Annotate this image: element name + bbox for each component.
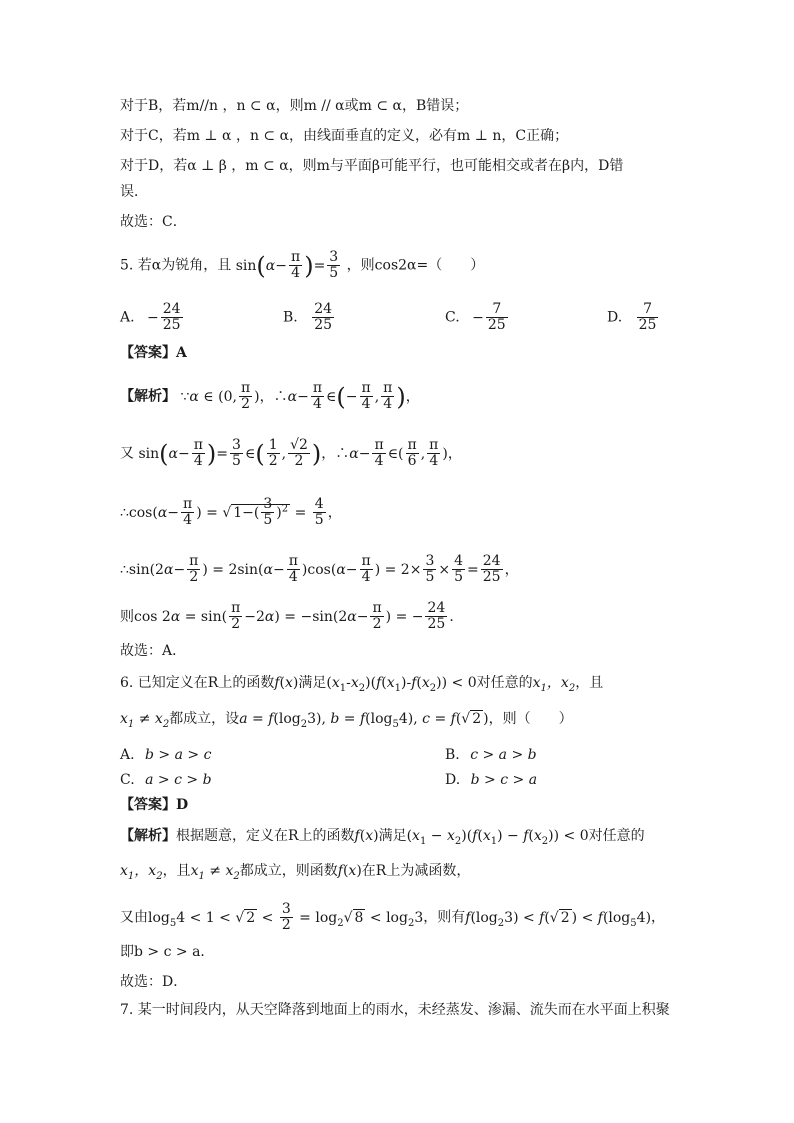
text-line: 误． bbox=[120, 184, 148, 200]
question-text: 且 bbox=[589, 675, 604, 691]
formula: ∴sin(2α− $\frac{\pi}{2}$ ) = 2sin(α− $\frac{\pi}{4}$ )cos(α− $\frac{\pi}{4}$ ) = 2× $\frac{3}{5}$ × $\frac{4}{5}$ = $\frac{24}{25}$ ， bbox=[120, 553, 519, 585]
text: ，且 bbox=[162, 863, 191, 879]
option-c bbox=[120, 770, 212, 790]
formula: f bbox=[274, 675, 280, 691]
question-text: ，则（ ） bbox=[488, 711, 573, 727]
option-text: b > c > a bbox=[470, 772, 538, 788]
formula: ∴cos(α− $\frac{\pi}{4}$ ) = √ 1−( $\frac{3}{5}$ )$^2$ = $\frac{4}{5}$ ， bbox=[120, 496, 342, 528]
formula: $x_1 \ne x_2$ bbox=[120, 711, 170, 730]
option-label: D. bbox=[607, 309, 627, 326]
option-d bbox=[607, 302, 660, 333]
option-label: B. bbox=[283, 309, 303, 326]
question-6-cont bbox=[120, 709, 676, 735]
option-text: b > a > c bbox=[145, 747, 212, 763]
formula: $f(\log_23) < f(√$ 2 ) < $f(\log_54)$ bbox=[465, 909, 652, 929]
text: 满足 bbox=[378, 828, 407, 844]
text: 又由 bbox=[120, 909, 148, 926]
option-c bbox=[445, 302, 510, 333]
question-5 bbox=[120, 250, 676, 281]
text-line: 对于D，若α ⊥ β ，m ⊂ α，则m与平面β可能平行，也可能相交或者在β内，D错 bbox=[120, 158, 624, 174]
option-a bbox=[120, 745, 211, 765]
text: 对任意的 bbox=[588, 828, 645, 844]
text-line: 对于C，若m ⊥ α ，n ⊂ α，由线面垂直的定义，必有m ⊥ n，C正确； bbox=[120, 128, 569, 144]
solution-line bbox=[120, 601, 676, 632]
question-6: 6. 已知定义在R上的函数f(x)满足$(x_1-x_2)(f(x_1)-f(x_2)) < 0$对任意的$x_1$，$x_2$，且 bbox=[120, 675, 604, 694]
text: ，则有 bbox=[423, 909, 466, 926]
option-d bbox=[445, 770, 537, 790]
text-line: 故选：D． bbox=[120, 974, 188, 990]
solution-line bbox=[120, 381, 676, 412]
formula: $a = f(\log_23)$, $b = f(\log_54)$, c = f(√ 2 ) bbox=[239, 711, 489, 730]
text-line: 故选：A． bbox=[120, 643, 187, 659]
option-fraction: $\frac{24}{25}$ bbox=[314, 301, 333, 333]
question-text: 都成立，设 bbox=[169, 711, 240, 727]
option-label: D. bbox=[445, 772, 465, 788]
formula: ∵α ∈ (0, $\frac{\pi}{2}$ )，∴α− $\frac{\pi}{4}$ ∈(− $\frac{\pi}{4}$ , $\frac{\pi}{4}$ )， bbox=[180, 380, 420, 412]
question-text: 6. 已知定义在R上的函数 bbox=[120, 675, 275, 691]
option-label: B. bbox=[445, 747, 465, 763]
formula: sin(α− $\frac{\pi}{4}$ )= $\frac{3}{5}$ ∈( $\frac{1}{2}$ , $\frac{√2}{2}$ )，∴α− $\frac{\pi}{4}$ ∈( $\frac{\pi}{6}$ , $\frac{\pi}{4}$ )， bbox=[138, 437, 462, 469]
formula: $x_1 \ne x_2$ bbox=[190, 863, 240, 882]
option-fraction: $\frac{24}{25}$ bbox=[162, 301, 181, 333]
solution-line: 【解析】根据题意，定义在R上的函数f(x)满足$(x_1 - x_2)(f(x_1) - f(x_2)) < 0$对任意的 bbox=[120, 828, 645, 847]
option-sign: − bbox=[147, 309, 159, 326]
text-line: 即b > c > a． bbox=[120, 944, 215, 960]
solution-label: 【解析】 bbox=[120, 388, 176, 405]
solution-line bbox=[120, 438, 676, 469]
option-text: a > c > b bbox=[145, 772, 212, 788]
option-fraction: $\frac{7}{25}$ bbox=[487, 301, 506, 333]
formula: 则cos 2α = sin( $\frac{\pi}{2}$ −2α) = −sin(2α− $\frac{\pi}{2}$ ) = − $\frac{24}{25}$ ． bbox=[120, 600, 464, 632]
question-text: 5. 若α为锐角，且 bbox=[120, 257, 232, 274]
answer-label: 【答案】D bbox=[120, 797, 189, 813]
question-text: 满足 bbox=[298, 675, 327, 691]
text-line: 故选：C． bbox=[120, 214, 187, 230]
text: 又 bbox=[120, 445, 134, 462]
option-b bbox=[283, 302, 336, 333]
text-line: 对于B，若m//n ，n ⊂ α，则m // α或m ⊂ α，B错误； bbox=[120, 98, 469, 114]
option-label: C. bbox=[120, 772, 140, 788]
formula: $\log_54 < 1$ < √ 2 < $\frac{3}{2}$ = $\log_2√$ $8 < \log_23$ bbox=[148, 901, 424, 933]
option-a bbox=[120, 302, 185, 333]
text: 在R上为减函数， bbox=[361, 863, 471, 879]
formula: $x_1$，$x_2$ bbox=[532, 675, 576, 694]
solution-line: 又由$\log_54 < 1$ < √ 2 < $\frac{3}{2}$ = $\log_2√$ $8 < \log_23$，则有$f(\log_23) < f(√$ 2 ) < $f(\log_54)$， bbox=[120, 901, 666, 933]
formula: sin(α− $\frac{\pi}{4}$ )= $\frac{3}{5}$ bbox=[235, 249, 339, 281]
option-label: C. bbox=[445, 309, 465, 326]
text-line: 7. 某一时间段内，从天空降落到地面上的雨水，未经蒸发、渗漏、流失而在水平面上积聚 bbox=[120, 1002, 670, 1018]
formula: $(x_1 - x_2)(f(x_1) - f(x_2)) < 0$ bbox=[406, 828, 589, 847]
solution-line: $x_1$，$x_2$，且$x_1 \ne x_2$都成立，则函数f(x)在R上为减函数， bbox=[120, 863, 471, 882]
option-label: A. bbox=[120, 747, 140, 763]
solution-label: 【解析】 bbox=[120, 828, 176, 844]
text: 都成立，则函数 bbox=[239, 863, 338, 879]
solution-line bbox=[120, 497, 676, 528]
formula: $x_1$，$x_2$ bbox=[120, 863, 163, 882]
answer-label: 【答案】A bbox=[120, 345, 187, 361]
option-label: A. bbox=[120, 309, 140, 326]
option-text: c > a > b bbox=[470, 747, 537, 763]
solution-line bbox=[120, 554, 676, 585]
question-text: ，则cos2α=（ ） bbox=[346, 257, 485, 274]
option-sign: − bbox=[472, 309, 484, 326]
question-text: 对任意的 bbox=[476, 675, 533, 691]
formula: $(x_1-x_2)(f(x_1)-f(x_2)) < 0$ bbox=[326, 675, 477, 694]
option-b bbox=[445, 745, 537, 765]
text: 根据题意，定义在R上的函数 bbox=[176, 828, 355, 844]
option-fraction: $\frac{7}{25}$ bbox=[638, 301, 657, 333]
